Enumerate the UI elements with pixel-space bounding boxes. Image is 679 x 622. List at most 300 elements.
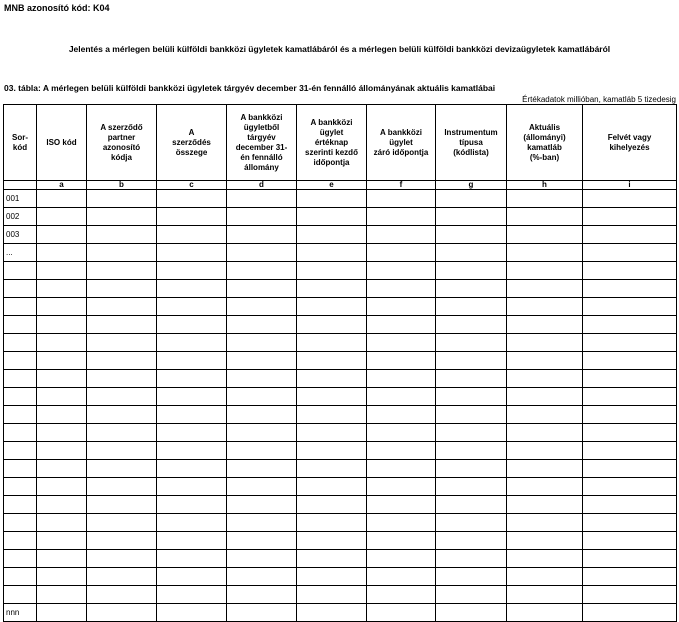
row-code bbox=[4, 316, 37, 334]
data-cell[interactable] bbox=[436, 262, 507, 280]
data-cell[interactable] bbox=[507, 586, 583, 604]
data-cell[interactable] bbox=[583, 244, 677, 262]
data-cell[interactable] bbox=[507, 568, 583, 586]
data-cell[interactable] bbox=[157, 190, 227, 208]
data-cell[interactable] bbox=[297, 298, 367, 316]
data-cell[interactable] bbox=[157, 244, 227, 262]
column-letter: e bbox=[297, 181, 367, 190]
data-cell[interactable] bbox=[367, 550, 436, 568]
row-code bbox=[4, 262, 37, 280]
row-code bbox=[4, 424, 37, 442]
data-cell[interactable] bbox=[583, 478, 677, 496]
table-row bbox=[4, 604, 677, 622]
data-cell[interactable] bbox=[37, 514, 87, 532]
data-cell[interactable] bbox=[436, 442, 507, 460]
data-cell[interactable] bbox=[436, 334, 507, 352]
data-cell[interactable] bbox=[157, 280, 227, 298]
data-cell[interactable] bbox=[583, 298, 677, 316]
data-cell[interactable] bbox=[583, 280, 677, 298]
data-cell[interactable] bbox=[436, 280, 507, 298]
data-cell[interactable] bbox=[157, 532, 227, 550]
table-row bbox=[4, 550, 677, 568]
data-cell[interactable] bbox=[37, 532, 87, 550]
data-cell[interactable] bbox=[157, 226, 227, 244]
data-cell[interactable] bbox=[436, 352, 507, 370]
data-cell[interactable] bbox=[37, 568, 87, 586]
data-cell[interactable] bbox=[436, 514, 507, 532]
data-cell[interactable] bbox=[87, 208, 157, 226]
data-cell[interactable] bbox=[227, 586, 297, 604]
row-code bbox=[4, 532, 37, 550]
data-cell[interactable] bbox=[227, 514, 297, 532]
column-header-line: Instrumentum bbox=[444, 127, 498, 137]
data-cell[interactable] bbox=[507, 442, 583, 460]
data-cell[interactable] bbox=[436, 406, 507, 424]
column-header bbox=[4, 105, 37, 181]
data-cell[interactable] bbox=[367, 298, 436, 316]
data-cell[interactable] bbox=[583, 388, 677, 406]
column-letter: c bbox=[157, 181, 227, 190]
data-cell[interactable] bbox=[367, 514, 436, 532]
data-cell[interactable] bbox=[297, 370, 367, 388]
data-cell[interactable] bbox=[227, 550, 297, 568]
data-cell[interactable] bbox=[583, 316, 677, 334]
row-code bbox=[4, 568, 37, 586]
data-cell[interactable] bbox=[583, 586, 677, 604]
data-cell[interactable] bbox=[87, 262, 157, 280]
data-cell[interactable] bbox=[87, 532, 157, 550]
data-cell[interactable] bbox=[436, 478, 507, 496]
data-cell[interactable] bbox=[367, 388, 436, 406]
row-code bbox=[4, 280, 37, 298]
column-header bbox=[37, 105, 87, 181]
column-header-line: kihelyezés bbox=[609, 142, 650, 152]
row-code: 003 bbox=[4, 226, 37, 244]
data-cell[interactable] bbox=[367, 406, 436, 424]
data-cell[interactable] bbox=[37, 208, 87, 226]
row-code bbox=[4, 442, 37, 460]
data-cell[interactable] bbox=[436, 298, 507, 316]
data-cell[interactable] bbox=[87, 442, 157, 460]
table-row bbox=[4, 442, 677, 460]
data-cell[interactable] bbox=[37, 550, 87, 568]
data-cell[interactable] bbox=[37, 298, 87, 316]
column-header-line: záró időpontja bbox=[373, 147, 429, 157]
data-cell[interactable] bbox=[87, 604, 157, 622]
column-header-line: értéknap bbox=[314, 137, 349, 147]
table-row bbox=[4, 262, 677, 280]
data-cell[interactable] bbox=[227, 406, 297, 424]
data-cell[interactable] bbox=[583, 334, 677, 352]
data-cell[interactable] bbox=[87, 424, 157, 442]
data-cell[interactable] bbox=[87, 316, 157, 334]
data-cell[interactable] bbox=[436, 460, 507, 478]
data-cell[interactable] bbox=[507, 478, 583, 496]
data-cell[interactable] bbox=[87, 496, 157, 514]
data-cell[interactable] bbox=[583, 568, 677, 586]
data-cell[interactable] bbox=[37, 262, 87, 280]
data-cell[interactable] bbox=[507, 532, 583, 550]
data-cell[interactable] bbox=[367, 334, 436, 352]
data-cell[interactable] bbox=[297, 208, 367, 226]
data-cell[interactable] bbox=[583, 604, 677, 622]
data-cell[interactable] bbox=[583, 262, 677, 280]
data-cell[interactable] bbox=[87, 370, 157, 388]
data-cell[interactable] bbox=[87, 406, 157, 424]
data-cell[interactable] bbox=[297, 262, 367, 280]
column-header bbox=[157, 105, 227, 181]
units-note: Értékadatok millióban, kamatláb 5 tizedesig bbox=[522, 95, 676, 104]
column-header-line: kódja bbox=[111, 152, 132, 162]
data-cell[interactable] bbox=[367, 604, 436, 622]
data-cell[interactable] bbox=[367, 262, 436, 280]
data-cell[interactable] bbox=[583, 532, 677, 550]
data-cell[interactable] bbox=[227, 442, 297, 460]
column-header-line: állomány bbox=[244, 162, 279, 172]
data-cell[interactable] bbox=[436, 388, 507, 406]
data-cell[interactable] bbox=[227, 460, 297, 478]
data-cell[interactable] bbox=[157, 208, 227, 226]
data-cell[interactable] bbox=[367, 460, 436, 478]
column-header-line: szerződés bbox=[172, 137, 211, 147]
data-cell[interactable] bbox=[507, 550, 583, 568]
data-cell[interactable] bbox=[507, 370, 583, 388]
column-header-line: A bankközi bbox=[380, 127, 422, 137]
report-table bbox=[3, 104, 677, 622]
data-cell[interactable] bbox=[297, 496, 367, 514]
row-code bbox=[4, 550, 37, 568]
data-cell[interactable] bbox=[367, 190, 436, 208]
data-cell[interactable] bbox=[297, 424, 367, 442]
data-cell[interactable] bbox=[227, 208, 297, 226]
data-cell[interactable] bbox=[87, 190, 157, 208]
column-header-line: összege bbox=[175, 147, 208, 157]
column-header-line: december 31- bbox=[235, 142, 288, 152]
data-cell[interactable] bbox=[583, 442, 677, 460]
data-cell[interactable] bbox=[507, 406, 583, 424]
data-cell[interactable] bbox=[157, 604, 227, 622]
table-row bbox=[4, 316, 677, 334]
data-cell[interactable] bbox=[367, 532, 436, 550]
data-cell[interactable] bbox=[227, 604, 297, 622]
table-row bbox=[4, 424, 677, 442]
column-header-line: (kódlista) bbox=[453, 147, 489, 157]
data-cell[interactable] bbox=[157, 424, 227, 442]
data-cell[interactable] bbox=[37, 190, 87, 208]
row-code bbox=[4, 352, 37, 370]
data-cell[interactable] bbox=[227, 262, 297, 280]
data-cell[interactable] bbox=[157, 334, 227, 352]
data-cell[interactable] bbox=[507, 244, 583, 262]
data-cell[interactable] bbox=[297, 442, 367, 460]
data-cell[interactable] bbox=[157, 586, 227, 604]
data-cell[interactable] bbox=[87, 568, 157, 586]
table-title: 03. tábla: A mérlegen belüli külföldi bankközi ügyletek tárgyév december 31-én fennálló állományának aktuális kamatlábai bbox=[4, 83, 496, 93]
data-cell[interactable] bbox=[87, 352, 157, 370]
data-cell[interactable] bbox=[507, 190, 583, 208]
data-cell[interactable] bbox=[507, 604, 583, 622]
data-cell[interactable] bbox=[87, 298, 157, 316]
data-cell[interactable] bbox=[507, 334, 583, 352]
data-cell[interactable] bbox=[37, 586, 87, 604]
data-cell[interactable] bbox=[87, 334, 157, 352]
column-letter: a bbox=[37, 181, 87, 190]
column-header-line: kód bbox=[12, 142, 28, 152]
data-cell[interactable] bbox=[87, 244, 157, 262]
data-cell[interactable] bbox=[37, 406, 87, 424]
data-cell[interactable] bbox=[583, 496, 677, 514]
data-cell[interactable] bbox=[227, 496, 297, 514]
data-cell[interactable] bbox=[157, 352, 227, 370]
data-cell[interactable] bbox=[157, 262, 227, 280]
data-cell[interactable] bbox=[297, 388, 367, 406]
data-cell[interactable] bbox=[37, 442, 87, 460]
column-header-line: típusa bbox=[459, 137, 483, 147]
table-row bbox=[4, 208, 677, 226]
data-cell[interactable] bbox=[227, 316, 297, 334]
data-cell[interactable] bbox=[297, 586, 367, 604]
data-cell[interactable] bbox=[297, 316, 367, 334]
data-cell[interactable] bbox=[367, 280, 436, 298]
data-cell[interactable] bbox=[227, 478, 297, 496]
data-cell[interactable] bbox=[367, 370, 436, 388]
data-cell[interactable] bbox=[297, 334, 367, 352]
data-cell[interactable] bbox=[436, 496, 507, 514]
data-cell[interactable] bbox=[367, 244, 436, 262]
column-header-line: (állományi) bbox=[523, 132, 566, 142]
data-cell[interactable] bbox=[367, 496, 436, 514]
column-header-line: tárgyév bbox=[247, 132, 276, 142]
data-cell[interactable] bbox=[583, 352, 677, 370]
mnb-code: MNB azonosító kód: K04 bbox=[4, 3, 110, 13]
data-cell[interactable] bbox=[583, 460, 677, 478]
row-code bbox=[4, 496, 37, 514]
data-cell[interactable] bbox=[436, 190, 507, 208]
column-header bbox=[227, 105, 297, 181]
row-code bbox=[4, 460, 37, 478]
column-header-line: Felvét vagy bbox=[607, 132, 652, 142]
data-cell[interactable] bbox=[297, 406, 367, 424]
data-cell[interactable] bbox=[87, 514, 157, 532]
data-cell[interactable] bbox=[297, 532, 367, 550]
data-cell[interactable] bbox=[583, 226, 677, 244]
table-row bbox=[4, 460, 677, 478]
table-row bbox=[4, 244, 677, 262]
data-cell[interactable] bbox=[297, 478, 367, 496]
data-cell[interactable] bbox=[297, 244, 367, 262]
data-cell[interactable] bbox=[227, 424, 297, 442]
column-letter: b bbox=[87, 181, 157, 190]
column-header-line: kamatláb bbox=[527, 142, 562, 152]
column-header-line: (%-ban) bbox=[529, 152, 560, 162]
data-cell[interactable] bbox=[436, 424, 507, 442]
data-cell[interactable] bbox=[436, 226, 507, 244]
row-code bbox=[4, 514, 37, 532]
data-cell[interactable] bbox=[583, 208, 677, 226]
data-cell[interactable] bbox=[37, 226, 87, 244]
column-header bbox=[507, 105, 583, 181]
data-cell[interactable] bbox=[37, 316, 87, 334]
data-cell[interactable] bbox=[87, 280, 157, 298]
data-cell[interactable] bbox=[157, 550, 227, 568]
row-code: 002 bbox=[4, 208, 37, 226]
data-cell[interactable] bbox=[87, 226, 157, 244]
data-cell[interactable] bbox=[37, 280, 87, 298]
data-cell[interactable] bbox=[87, 460, 157, 478]
data-cell[interactable] bbox=[367, 208, 436, 226]
data-cell[interactable] bbox=[37, 604, 87, 622]
data-cell[interactable] bbox=[227, 532, 297, 550]
table-row bbox=[4, 496, 677, 514]
table-row bbox=[4, 334, 677, 352]
data-cell[interactable] bbox=[507, 424, 583, 442]
data-cell[interactable] bbox=[367, 568, 436, 586]
data-cell[interactable] bbox=[87, 388, 157, 406]
column-header-line: én fennálló bbox=[240, 152, 283, 162]
data-cell[interactable] bbox=[297, 190, 367, 208]
data-cell[interactable] bbox=[507, 514, 583, 532]
data-cell[interactable] bbox=[37, 496, 87, 514]
data-cell[interactable] bbox=[583, 550, 677, 568]
table-row bbox=[4, 190, 677, 208]
data-cell[interactable] bbox=[157, 406, 227, 424]
column-header-line: ügylet bbox=[389, 137, 413, 147]
data-cell[interactable] bbox=[507, 298, 583, 316]
column-letter: i bbox=[583, 181, 677, 190]
data-cell[interactable] bbox=[507, 352, 583, 370]
column-letter-row bbox=[4, 181, 677, 190]
data-cell[interactable] bbox=[37, 460, 87, 478]
data-cell[interactable] bbox=[227, 370, 297, 388]
data-cell[interactable] bbox=[583, 514, 677, 532]
data-cell[interactable] bbox=[297, 280, 367, 298]
column-header-line: szerinti kezdő bbox=[305, 147, 358, 157]
data-cell[interactable] bbox=[297, 514, 367, 532]
data-cell[interactable] bbox=[507, 316, 583, 334]
table-row bbox=[4, 388, 677, 406]
column-header-line: ügyletből bbox=[243, 122, 280, 132]
data-cell[interactable] bbox=[227, 298, 297, 316]
table-row bbox=[4, 478, 677, 496]
data-cell[interactable] bbox=[436, 568, 507, 586]
data-cell[interactable] bbox=[297, 460, 367, 478]
row-code: 001 bbox=[4, 190, 37, 208]
data-cell[interactable] bbox=[436, 604, 507, 622]
data-cell[interactable] bbox=[157, 442, 227, 460]
data-cell[interactable] bbox=[297, 226, 367, 244]
header-row bbox=[4, 105, 677, 181]
data-cell[interactable] bbox=[297, 604, 367, 622]
data-cell[interactable] bbox=[436, 208, 507, 226]
data-cell[interactable] bbox=[367, 316, 436, 334]
data-cell[interactable] bbox=[37, 334, 87, 352]
data-cell[interactable] bbox=[436, 532, 507, 550]
data-cell[interactable] bbox=[583, 424, 677, 442]
column-letter: f bbox=[367, 181, 436, 190]
table-row bbox=[4, 280, 677, 298]
row-code bbox=[4, 586, 37, 604]
row-code bbox=[4, 370, 37, 388]
column-header bbox=[297, 105, 367, 181]
data-cell[interactable] bbox=[227, 334, 297, 352]
data-cell[interactable] bbox=[157, 496, 227, 514]
data-cell[interactable] bbox=[583, 406, 677, 424]
data-cell[interactable] bbox=[87, 586, 157, 604]
data-cell[interactable] bbox=[507, 208, 583, 226]
data-cell[interactable] bbox=[37, 244, 87, 262]
data-cell[interactable] bbox=[297, 352, 367, 370]
data-cell[interactable] bbox=[157, 370, 227, 388]
data-cell[interactable] bbox=[507, 460, 583, 478]
column-header-line: Aktuális bbox=[528, 122, 561, 132]
data-cell[interactable] bbox=[367, 442, 436, 460]
data-cell[interactable] bbox=[367, 586, 436, 604]
column-header-line: időpontja bbox=[313, 157, 350, 167]
data-cell[interactable] bbox=[507, 388, 583, 406]
data-cell[interactable] bbox=[157, 316, 227, 334]
data-cell[interactable] bbox=[297, 568, 367, 586]
data-cell[interactable] bbox=[227, 568, 297, 586]
data-cell[interactable] bbox=[157, 514, 227, 532]
data-cell[interactable] bbox=[227, 352, 297, 370]
column-header bbox=[87, 105, 157, 181]
data-cell[interactable] bbox=[157, 298, 227, 316]
column-header bbox=[367, 105, 436, 181]
data-cell[interactable] bbox=[37, 424, 87, 442]
column-header-line: A bankközi bbox=[240, 112, 283, 122]
column-header bbox=[583, 105, 677, 181]
column-letter bbox=[4, 181, 37, 190]
data-cell[interactable] bbox=[87, 478, 157, 496]
data-cell[interactable] bbox=[157, 478, 227, 496]
data-cell[interactable] bbox=[37, 478, 87, 496]
data-cell[interactable] bbox=[227, 388, 297, 406]
data-cell[interactable] bbox=[436, 586, 507, 604]
data-cell[interactable] bbox=[367, 226, 436, 244]
data-cell[interactable] bbox=[507, 280, 583, 298]
data-cell[interactable] bbox=[227, 280, 297, 298]
data-cell[interactable] bbox=[87, 550, 157, 568]
data-cell[interactable] bbox=[367, 352, 436, 370]
data-cell[interactable] bbox=[367, 424, 436, 442]
data-cell[interactable] bbox=[157, 388, 227, 406]
data-cell[interactable] bbox=[157, 568, 227, 586]
column-header-line: A bankközi bbox=[310, 117, 353, 127]
data-cell[interactable] bbox=[37, 370, 87, 388]
column-header-line: azonosító bbox=[102, 142, 141, 152]
data-cell[interactable] bbox=[227, 226, 297, 244]
data-cell[interactable] bbox=[583, 370, 677, 388]
data-cell[interactable] bbox=[37, 352, 87, 370]
data-cell[interactable] bbox=[436, 550, 507, 568]
data-cell[interactable] bbox=[367, 478, 436, 496]
data-cell[interactable] bbox=[157, 460, 227, 478]
data-cell[interactable] bbox=[227, 244, 297, 262]
data-cell[interactable] bbox=[507, 226, 583, 244]
data-cell[interactable] bbox=[583, 190, 677, 208]
data-cell[interactable] bbox=[436, 316, 507, 334]
data-cell[interactable] bbox=[507, 262, 583, 280]
data-cell[interactable] bbox=[436, 370, 507, 388]
data-cell[interactable] bbox=[436, 244, 507, 262]
data-cell[interactable] bbox=[227, 190, 297, 208]
data-cell[interactable] bbox=[297, 550, 367, 568]
data-cell[interactable] bbox=[37, 388, 87, 406]
table-row bbox=[4, 370, 677, 388]
row-code bbox=[4, 298, 37, 316]
data-cell[interactable] bbox=[507, 496, 583, 514]
table-row bbox=[4, 514, 677, 532]
